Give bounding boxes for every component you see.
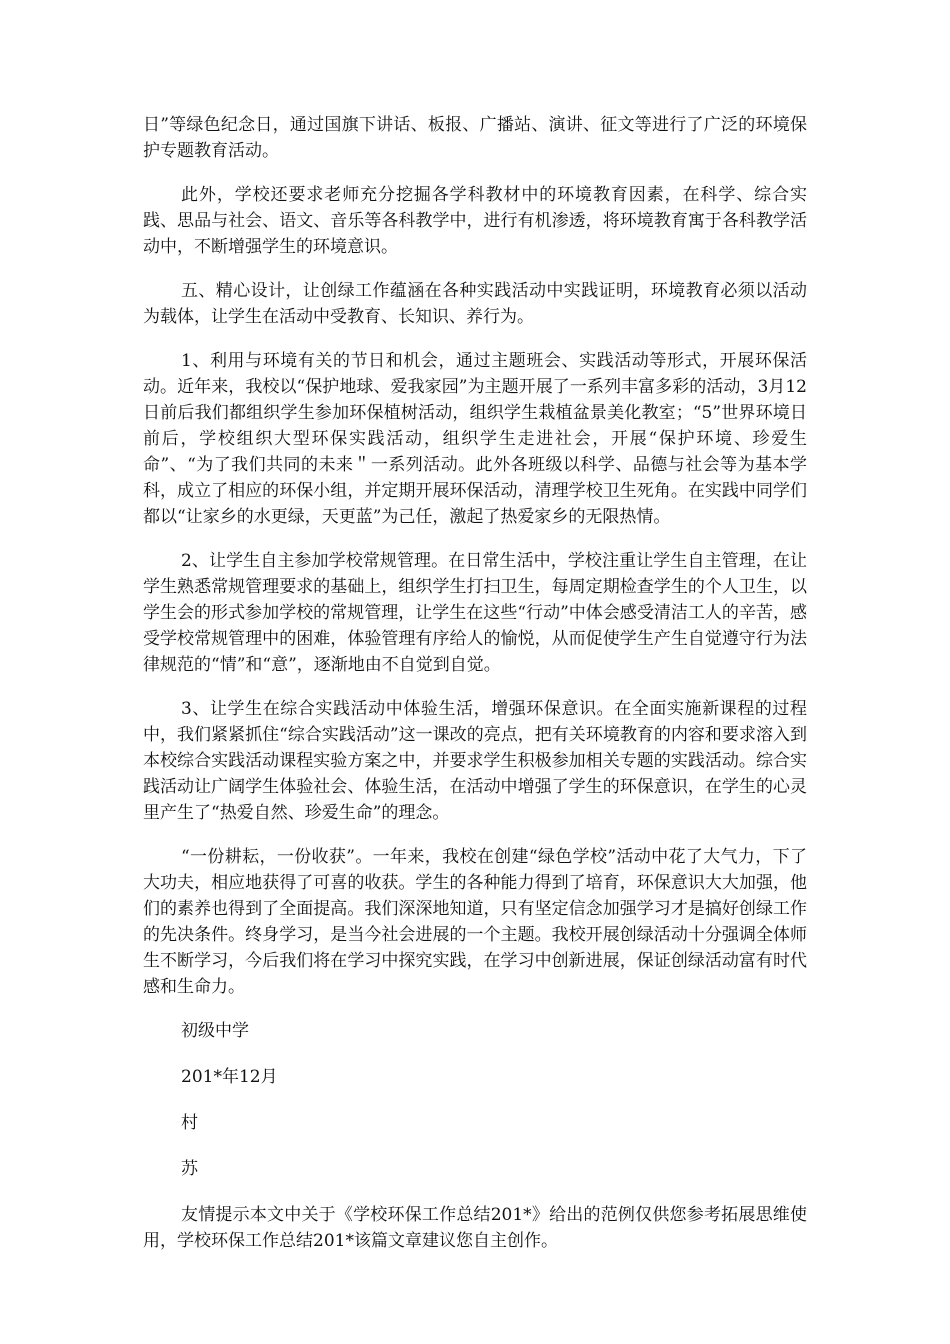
paragraph-item-3: 3、让学生在综合实践活动中体验生活，增强环保意识。在全面实施新课程的过程中，我们紧紧抓住“综合实践活动”这一课改的亮点，把有关环境教育的内容和要求溶入到本校综合实践活动课程实验方案之中，并要求学生积极参加相关专题的实践活动。综合实践活动让广阔学生体验社会、体验生活，在活动中增强了学生的环保意识，在学生的心灵里产生了“热爱自然、珍爱生命”的理念。 [143,699,807,823]
signature-su: 苏 [181,1159,198,1179]
signature-school: 初级中学 [181,1021,249,1041]
paragraph-item-2: 2、让学生自主参加学校常规管理。在日常生活中，学校注重让学生自主管理，在让学生熟悉常规管理要求的基础上，组织学生打扫卫生，每周定期检查学生的个人卫生，以学生会的形式参加学校的常规管理，让学生在这些“行动”中体会感受清洁工人的辛苦，感受学校常规管理中的困难，体验管理有序给人的愉悦，从而促使学生产生自觉遵守行为法律规范的“情”和“意”，逐渐地由不自觉到自觉。 [143,551,807,675]
paragraph-section-five: 五、精心设计，让创绿工作蕴涵在各种实践活动中实践证明，环境教育必须以活动为载体，让学生在活动中受教育、长知识、养行为。 [143,281,807,327]
document-body [143,112,807,1272]
paragraph-subject-integration: 此外，学校还要求老师充分挖掘各学科教材中的环境教育因素，在科学、综合实践、思品与社会、语文、音乐等各科教学中，进行有机渗透，将环境教育寓于各科教学活动中，不断增强学生的环境意识。 [143,185,807,257]
signature-village: 村 [181,1113,198,1133]
paragraph-conclusion: “一份耕耘，一份收获”。一年来，我校在创建“绿色学校”活动中花了大气力，下了大功夫，相应地获得了可喜的收获。学生的各种能力得到了培育，环保意识大大加强，他们的素养也得到了全面提高。我们深深地知道，只有坚定信念加强学习才是搞好创绿工作的先决条件。终身学习，是当今社会进展的一个主题。我校开展创绿活动十分强调全体师生不断学习，今后我们将在学习中探究实践，在学习中创新进展，保证创绿活动富有时代感和生命力。 [143,847,807,997]
paragraph-item-1: 1、利用与环境有关的节日和机会，通过主题班会、实践活动等形式，开展环保活动。近年来，我校以“保护地球、爱我家园”为主题开展了一系列丰富多彩的活动，3月12日前后我们都组织学生参加环保植树活动，组织学生栽植盆景美化教室；“5”世界环境日前后，学校组织大型环保实践活动，组织学生走进社会，开展“保护环境、珍爱生命”、“为了我们共同的未来＂一系列活动。此外各班级以科学、品德与社会等为基本学科，成立了相应的环保小组，并定期开展环保活动，清理学校卫生死角。在实践中同学们都以“让家乡的水更绿，天更蓝”为己任，激起了热爱家乡的无限热情。 [143,351,807,527]
signature-date: 201*年12月 [181,1067,278,1087]
paragraph-continuation: 日”等绿色纪念日，通过国旗下讲话、板报、广播站、演讲、征文等进行了广泛的环境保护专题教育活动。 [143,115,807,161]
paragraph-friendly-notice: 友情提示本文中关于《学校环保工作总结201*》给出的范例仅供您参考拓展思维使用，学校环保工作总结201*该篇文章建议您自主创作。 [143,1205,807,1251]
